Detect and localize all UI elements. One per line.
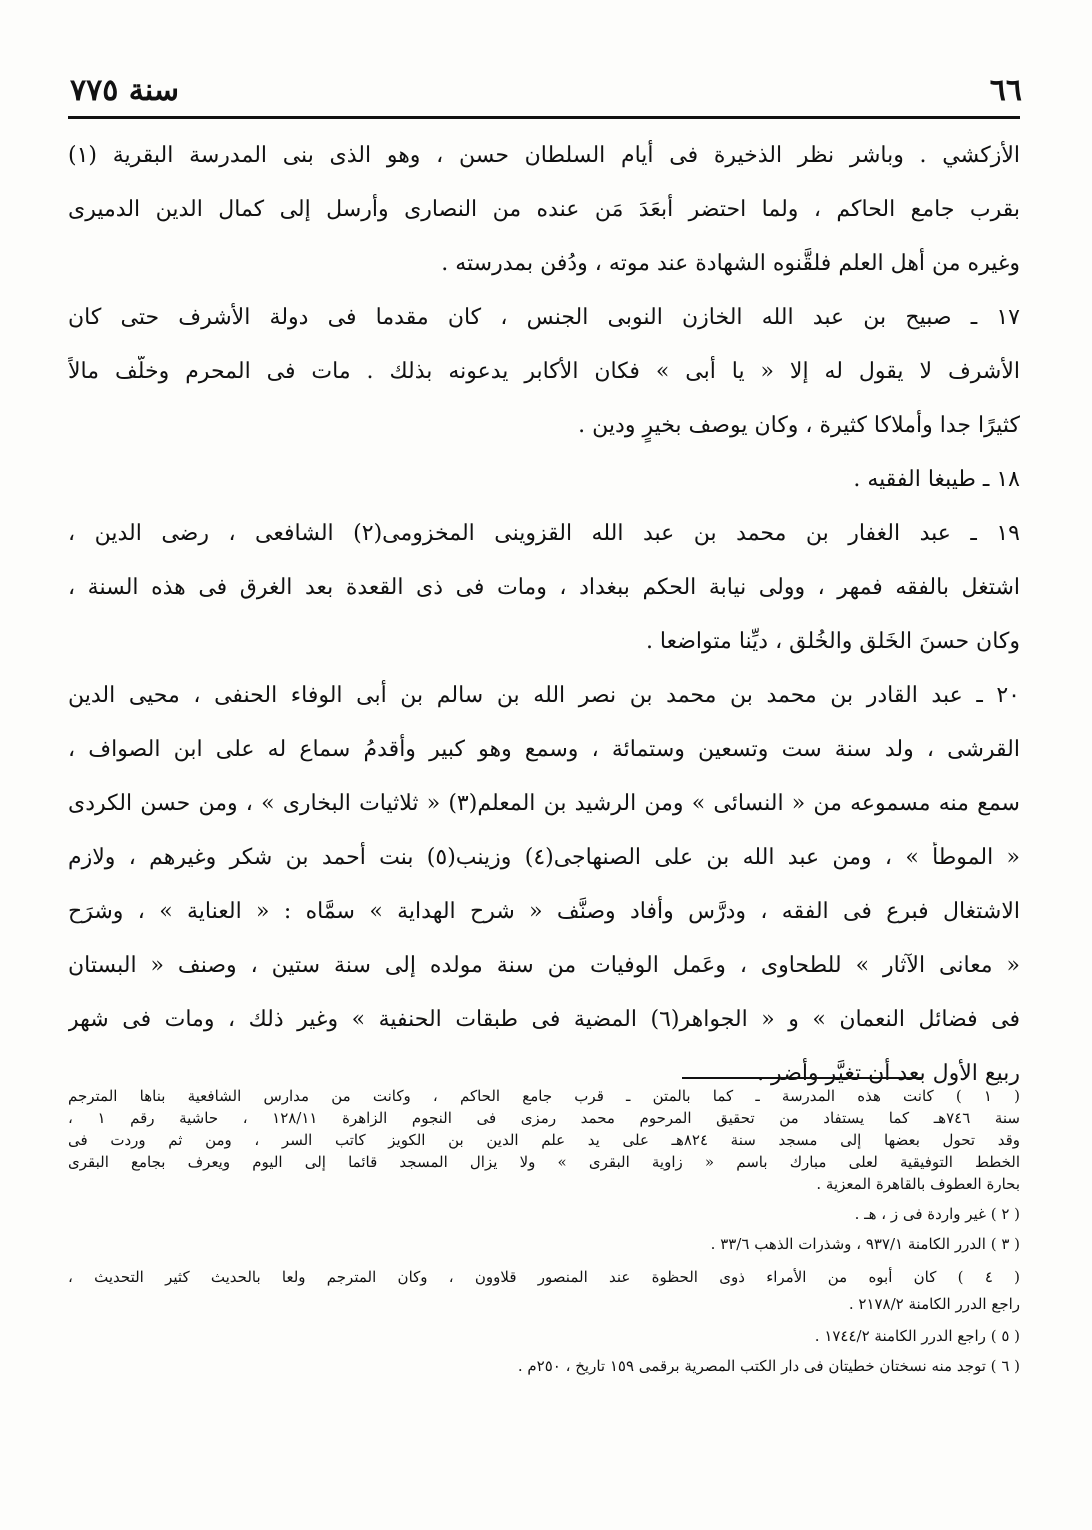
text-line: سمع منه مسموعه من « النسائى » ومن الرشيد بن المعلم(٣) « ثلاثيات البخارى » ، ومن حسن الكردى	[68, 791, 1020, 816]
footnote-line: ( ٣ ) الدرر الكامنة ٩٣٧/١ ، وشذرات الذهب ٣٣/٦ .	[710, 1235, 1020, 1253]
text-line: وكان حسنَ الخَلق والخُلق ، ديِّنا متواضعا .	[645, 629, 1020, 654]
footnote-line: ( ٦ ) توجد منه نسختان خطيتان فى دار الكتب المصرية برقمى ١٥٩ تاريخ ، ٢٥٠م .	[517, 1357, 1020, 1375]
text-line: كثيرًا جدا وأملاكا كثيرة ، وكان يوصف بخيرٍ ودين .	[578, 413, 1020, 438]
footnote-line: ( ٢ ) غير واردة فى ز ، هـ .	[854, 1205, 1020, 1223]
text-line: فى فضائل النعمان » و « الجواهر(٦) المضية فى طبقات الحنفية » وغير ذلك ، ومات فى شهر	[68, 1007, 1020, 1032]
text-line: ١٩ ـ عبد الغفار بن محمد بن عبد الله القزوينى المخزومى(٢) الشافعى ، رضى الدين ،	[68, 521, 1020, 546]
text-line: اشتغل بالفقه فمهر ، وولى نيابة الحكم ببغداد ، ومات فى ذى القعدة بعد الغرق فى هذه السنة ،	[68, 575, 1020, 600]
text-line: الأزكشي . وباشر نظر الذخيرة فى أيام السلطان حسن ، وهو الذى بنى المدرسة البقرية (١)	[68, 143, 1020, 168]
header-rule	[68, 116, 1020, 119]
text-line: ١٧ ـ صبيح بن عبد الله الخازن النوبى الجنس ، كان مقدما فى دولة الأشرف حتى كان	[68, 305, 1020, 330]
main-text	[68, 140, 1020, 1112]
text-line: وغيره من أهل العلم فلقَّنوه الشهادة عند موته ، ودُفن بمدرسته .	[441, 251, 1020, 276]
page-number: ٦٦	[989, 73, 1022, 108]
footnote-line: الخطط التوفيقية لعلى مبارك باسم « زاوية البقرى » ولا يزال المسجد قائما إلى اليوم ويعرف بجامع البقرى	[68, 1153, 1020, 1171]
footnote-line: راجع الدرر الكامنة ٢١٧٨/٢ .	[848, 1295, 1020, 1313]
text-line: القرشى ، ولد سنة ست وتسعين وستمائة ، وسمع وهو كبير وأقدمُ سماع له على ابن الصواف ،	[68, 737, 1020, 762]
text-line: ١٨ ـ طيبغا الفقيه .	[853, 467, 1020, 492]
text-line: بقرب جامع الحاكم ، ولما احتضر أبعَدَ مَن عنده من النصارى وأرسل إلى كمال الدين الدميرى	[68, 197, 1020, 222]
text-line: « الموطأ » ، ومن عبد الله بن على الصنهاجى(٤) وزينب(٥) بنت أحمد بن شكر وغيرهم ، ولازم	[68, 845, 1020, 870]
footnote-line: بحارة العطوف بالقاهرة المعزية .	[816, 1175, 1020, 1193]
footnote-rule	[682, 1077, 922, 1079]
page-header	[70, 58, 1022, 108]
footnote-line: وقد تحول بعضها إلى مسجد سنة ٨٢٤هـ على يد علم الدين بن الكويز كاتب السر ، ومن ثم وردت فى	[68, 1131, 1020, 1149]
text-line: الاشتغال فبرع فى الفقه ، ودرَّس وأفاد وصنَّف « شرح الهداية » سمَّاه : « العناية » ، وشرَح	[68, 899, 1020, 924]
text-line: الأشرف لا يقول له إلا « يا أبى » فكان الأكابر يدعونه بذلك . مات فى المحرم وخلّف مالاً	[68, 359, 1020, 384]
header-year: سنة ٧٧٥	[70, 73, 180, 108]
text-line: ٢٠ ـ عبد القادر بن محمد بن محمد بن نصر الله بن سالم بن أبى الوفاء الحنفى ، محيى الدين	[68, 683, 1020, 708]
footnote-line: سنة ٧٤٦هـ كما يستفاد من تحقيق المرحوم محمد رمزى فى النجوم الزاهرة ١٢٨/١١ ، حاشية رقم ١ ،	[68, 1109, 1020, 1127]
footnote-line: ( ٤ ) كان أبوه من الأمراء ذوى الحظوة عند المنصور قلاوون ، وكان المترجم ولعا بالحديث كثير التحديث ،	[68, 1268, 1020, 1286]
footnote-line: ( ١ ) كانت هذه المدرسة ـ كما بالمتن ـ قرب جامع الحاكم ، وكانت من مدارس الشافعية بناها المترجم	[68, 1087, 1020, 1105]
footnote-line: ( ٥ ) راجع الدرر الكامنة ١٧٤٤/٢ .	[814, 1327, 1020, 1345]
text-line: ربيع الأول بعد أن تغيَّر وأضر .	[757, 1061, 1020, 1086]
text-line: « معانى الآثار » للطحاوى ، وعَمل الوفيات من سنة مولده إلى سنة ستين ، وصنف « البستان	[68, 953, 1020, 978]
footnotes	[68, 1086, 1020, 1378]
